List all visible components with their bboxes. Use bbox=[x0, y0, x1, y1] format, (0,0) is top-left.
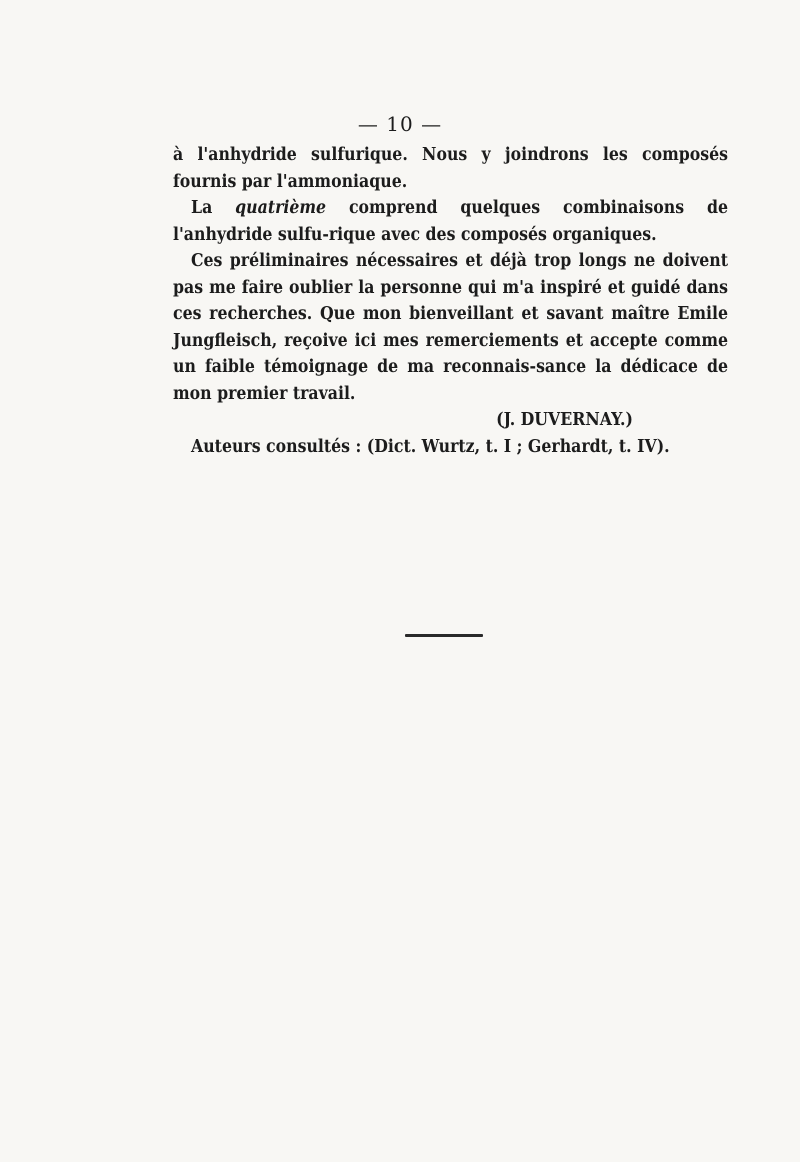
section-divider bbox=[405, 634, 483, 637]
sources-line: Auteurs consultés : (Dict. Wurtz, t. I ; Gerhardt, t. IV). bbox=[191, 436, 670, 457]
paragraph-2-emphasis: quatrième bbox=[235, 198, 327, 218]
paragraph-3: Ces préliminaires nécessaires et déjà trop longs ne doivent pas me faire oublier la personne qui m'a inspiré et guidé dans ces recherches. Que mon bienveillant et savant maître Emile Jungfleisch, reçoive ici mes remerciements et accepte comme un faible témoignage de ma reconnais-sance la dédicace de mon premier travail. bbox=[173, 251, 728, 404]
page-number: — 10 — bbox=[357, 112, 443, 136]
body-text bbox=[173, 142, 728, 460]
paragraph-2-prefix: La bbox=[191, 198, 236, 218]
paragraph-1: à l'anhydride sulfurique. Nous y joindrons les composés fournis par l'ammoniaque. bbox=[173, 145, 728, 192]
author-signature: (J. DUVERNAY.) bbox=[496, 410, 633, 430]
paragraph-2 bbox=[173, 195, 728, 248]
paragraph-2-suffix: comprend quelques combinaisons de l'anhydride sulfu-rique avec des composés organiques. bbox=[173, 198, 728, 245]
